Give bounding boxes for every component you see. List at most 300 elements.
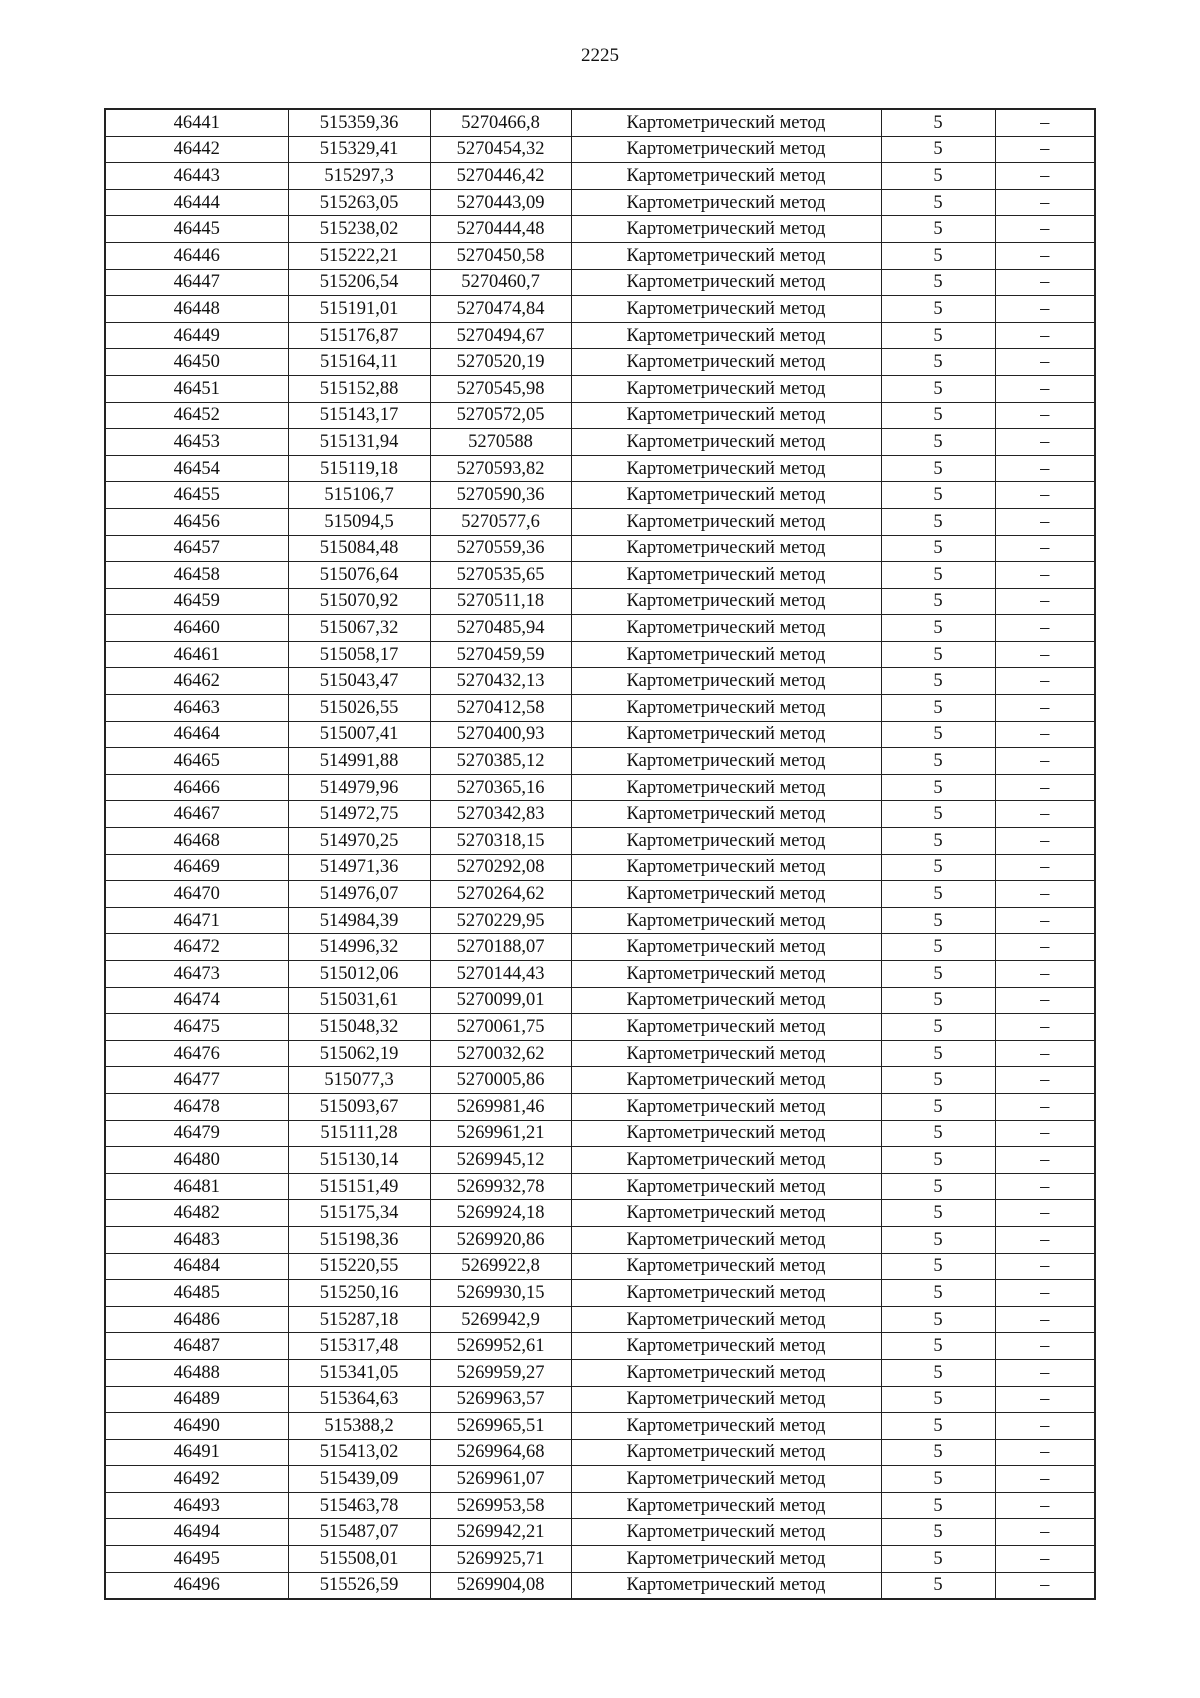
description-cell: – <box>995 1466 1095 1493</box>
method-cell: Картометрический метод <box>571 455 881 482</box>
table-row <box>105 854 1095 881</box>
accuracy-cell: 5 <box>881 375 995 402</box>
point-number-cell: 46489 <box>105 1386 288 1413</box>
point-number-cell: 46470 <box>105 881 288 908</box>
table-row <box>105 163 1095 190</box>
point-number-cell: 46474 <box>105 987 288 1014</box>
description-cell: – <box>995 1226 1095 1253</box>
point-number-cell: 46476 <box>105 1040 288 1067</box>
description-cell: – <box>995 136 1095 163</box>
x-coordinate-cell: 515152,88 <box>288 375 430 402</box>
method-cell: Картометрический метод <box>571 828 881 855</box>
point-number-cell: 46475 <box>105 1014 288 1041</box>
point-number-cell: 46485 <box>105 1280 288 1307</box>
accuracy-cell: 5 <box>881 1492 995 1519</box>
x-coordinate-cell: 515175,34 <box>288 1200 430 1227</box>
description-cell: – <box>995 801 1095 828</box>
table-row <box>105 588 1095 615</box>
table-row <box>105 1413 1095 1440</box>
point-number-cell: 46453 <box>105 429 288 456</box>
table-row <box>105 189 1095 216</box>
method-cell: Картометрический метод <box>571 1093 881 1120</box>
method-cell: Картометрический метод <box>571 1572 881 1599</box>
table-row <box>105 1439 1095 1466</box>
point-number-cell: 46454 <box>105 455 288 482</box>
x-coordinate-cell: 514996,32 <box>288 934 430 961</box>
accuracy-cell: 5 <box>881 562 995 589</box>
method-cell: Картометрический метод <box>571 322 881 349</box>
accuracy-cell: 5 <box>881 1014 995 1041</box>
description-cell: – <box>995 1306 1095 1333</box>
method-cell: Картометрический метод <box>571 1226 881 1253</box>
accuracy-cell: 5 <box>881 1280 995 1307</box>
accuracy-cell: 5 <box>881 987 995 1014</box>
x-coordinate-cell: 515151,49 <box>288 1173 430 1200</box>
table-row <box>105 1280 1095 1307</box>
method-cell: Картометрический метод <box>571 987 881 1014</box>
method-cell: Картометрический метод <box>571 1413 881 1440</box>
method-cell: Картометрический метод <box>571 881 881 908</box>
method-cell: Картометрический метод <box>571 375 881 402</box>
accuracy-cell: 5 <box>881 508 995 535</box>
description-cell: – <box>995 774 1095 801</box>
table-row <box>105 375 1095 402</box>
y-coordinate-cell: 5269924,18 <box>430 1200 571 1227</box>
method-cell: Картометрический метод <box>571 1439 881 1466</box>
y-coordinate-cell: 5270545,98 <box>430 375 571 402</box>
y-coordinate-cell: 5270385,12 <box>430 748 571 775</box>
table-row <box>105 242 1095 269</box>
x-coordinate-cell: 515413,02 <box>288 1439 430 1466</box>
method-cell: Картометрический метод <box>571 1466 881 1493</box>
method-cell: Картометрический метод <box>571 774 881 801</box>
point-number-cell: 46496 <box>105 1572 288 1599</box>
accuracy-cell: 5 <box>881 801 995 828</box>
table-row <box>105 349 1095 376</box>
accuracy-cell: 5 <box>881 1306 995 1333</box>
method-cell: Картометрический метод <box>571 907 881 934</box>
x-coordinate-cell: 514976,07 <box>288 881 430 908</box>
table-row <box>105 774 1095 801</box>
method-cell: Картометрический метод <box>571 721 881 748</box>
method-cell: Картометрический метод <box>571 1306 881 1333</box>
table-row <box>105 429 1095 456</box>
x-coordinate-cell: 515508,01 <box>288 1546 430 1573</box>
table-row <box>105 721 1095 748</box>
description-cell: – <box>995 1200 1095 1227</box>
x-coordinate-cell: 515238,02 <box>288 216 430 243</box>
table-row <box>105 1200 1095 1227</box>
table-row <box>105 987 1095 1014</box>
description-cell: – <box>995 508 1095 535</box>
x-coordinate-cell: 515198,36 <box>288 1226 430 1253</box>
point-number-cell: 46478 <box>105 1093 288 1120</box>
description-cell: – <box>995 1147 1095 1174</box>
description-cell: – <box>995 1173 1095 1200</box>
point-number-cell: 46494 <box>105 1519 288 1546</box>
method-cell: Картометрический метод <box>571 641 881 668</box>
accuracy-cell: 5 <box>881 1386 995 1413</box>
y-coordinate-cell: 5270520,19 <box>430 349 571 376</box>
method-cell: Картометрический метод <box>571 216 881 243</box>
y-coordinate-cell: 5270572,05 <box>430 402 571 429</box>
x-coordinate-cell: 515164,11 <box>288 349 430 376</box>
point-number-cell: 46482 <box>105 1200 288 1227</box>
y-coordinate-cell: 5269925,71 <box>430 1546 571 1573</box>
y-coordinate-cell: 5269961,07 <box>430 1466 571 1493</box>
y-coordinate-cell: 5269961,21 <box>430 1120 571 1147</box>
page-number: 2225 <box>581 45 619 66</box>
y-coordinate-cell: 5270443,09 <box>430 189 571 216</box>
accuracy-cell: 5 <box>881 1413 995 1440</box>
accuracy-cell: 5 <box>881 136 995 163</box>
table-row <box>105 1572 1095 1599</box>
y-coordinate-cell: 5270466,8 <box>430 109 571 136</box>
method-cell: Картометрический метод <box>571 934 881 961</box>
y-coordinate-cell: 5270460,7 <box>430 269 571 296</box>
x-coordinate-cell: 514970,25 <box>288 828 430 855</box>
method-cell: Картометрический метод <box>571 1067 881 1094</box>
y-coordinate-cell: 5269930,15 <box>430 1280 571 1307</box>
x-coordinate-cell: 515048,32 <box>288 1014 430 1041</box>
accuracy-cell: 5 <box>881 242 995 269</box>
description-cell: – <box>995 1439 1095 1466</box>
point-number-cell: 46472 <box>105 934 288 961</box>
x-coordinate-cell: 514984,39 <box>288 907 430 934</box>
point-number-cell: 46479 <box>105 1120 288 1147</box>
table-row <box>105 1067 1095 1094</box>
x-coordinate-cell: 515176,87 <box>288 322 430 349</box>
y-coordinate-cell: 5270474,84 <box>430 296 571 323</box>
description-cell: – <box>995 854 1095 881</box>
description-cell: – <box>995 296 1095 323</box>
accuracy-cell: 5 <box>881 615 995 642</box>
table-row <box>105 828 1095 855</box>
description-cell: – <box>995 482 1095 509</box>
method-cell: Картометрический метод <box>571 349 881 376</box>
point-number-cell: 46488 <box>105 1359 288 1386</box>
point-number-cell: 46473 <box>105 961 288 988</box>
description-cell: – <box>995 375 1095 402</box>
description-cell: – <box>995 641 1095 668</box>
y-coordinate-cell: 5269981,46 <box>430 1093 571 1120</box>
point-number-cell: 46471 <box>105 907 288 934</box>
y-coordinate-cell: 5269904,08 <box>430 1572 571 1599</box>
description-cell: – <box>995 907 1095 934</box>
description-cell: – <box>995 668 1095 695</box>
method-cell: Картометрический метод <box>571 296 881 323</box>
x-coordinate-cell: 515463,78 <box>288 1492 430 1519</box>
point-number-cell: 46460 <box>105 615 288 642</box>
method-cell: Картометрический метод <box>571 615 881 642</box>
description-cell: – <box>995 189 1095 216</box>
accuracy-cell: 5 <box>881 748 995 775</box>
x-coordinate-cell: 515439,09 <box>288 1466 430 1493</box>
accuracy-cell: 5 <box>881 1253 995 1280</box>
description-cell: – <box>995 429 1095 456</box>
method-cell: Картометрический метод <box>571 1546 881 1573</box>
point-number-cell: 46458 <box>105 562 288 589</box>
point-number-cell: 46443 <box>105 163 288 190</box>
description-cell: – <box>995 1333 1095 1360</box>
method-cell: Картометрический метод <box>571 801 881 828</box>
point-number-cell: 46491 <box>105 1439 288 1466</box>
accuracy-cell: 5 <box>881 1439 995 1466</box>
point-number-cell: 46459 <box>105 588 288 615</box>
table-row <box>105 881 1095 908</box>
method-cell: Картометрический метод <box>571 136 881 163</box>
y-coordinate-cell: 5270450,58 <box>430 242 571 269</box>
x-coordinate-cell: 515131,94 <box>288 429 430 456</box>
x-coordinate-cell: 515012,06 <box>288 961 430 988</box>
point-number-cell: 46490 <box>105 1413 288 1440</box>
description-cell: – <box>995 1067 1095 1094</box>
x-coordinate-cell: 515220,55 <box>288 1253 430 1280</box>
x-coordinate-cell: 515388,2 <box>288 1413 430 1440</box>
y-coordinate-cell: 5270454,32 <box>430 136 571 163</box>
method-cell: Картометрический метод <box>571 189 881 216</box>
accuracy-cell: 5 <box>881 1466 995 1493</box>
point-number-cell: 46446 <box>105 242 288 269</box>
point-number-cell: 46444 <box>105 189 288 216</box>
table-row <box>105 748 1095 775</box>
point-number-cell: 46484 <box>105 1253 288 1280</box>
point-number-cell: 46448 <box>105 296 288 323</box>
method-cell: Картометрический метод <box>571 163 881 190</box>
point-number-cell: 46456 <box>105 508 288 535</box>
accuracy-cell: 5 <box>881 1067 995 1094</box>
y-coordinate-cell: 5270400,93 <box>430 721 571 748</box>
accuracy-cell: 5 <box>881 455 995 482</box>
accuracy-cell: 5 <box>881 1040 995 1067</box>
x-coordinate-cell: 515341,05 <box>288 1359 430 1386</box>
method-cell: Картометрический метод <box>571 695 881 722</box>
table-row <box>105 907 1095 934</box>
method-cell: Картометрический метод <box>571 588 881 615</box>
method-cell: Картометрический метод <box>571 1173 881 1200</box>
method-cell: Картометрический метод <box>571 1147 881 1174</box>
accuracy-cell: 5 <box>881 402 995 429</box>
point-number-cell: 46442 <box>105 136 288 163</box>
accuracy-cell: 5 <box>881 774 995 801</box>
method-cell: Картометрический метод <box>571 961 881 988</box>
accuracy-cell: 5 <box>881 881 995 908</box>
point-number-cell: 46480 <box>105 1147 288 1174</box>
point-number-cell: 46469 <box>105 854 288 881</box>
method-cell: Картометрический метод <box>571 242 881 269</box>
accuracy-cell: 5 <box>881 1359 995 1386</box>
description-cell: – <box>995 242 1095 269</box>
method-cell: Картометрический метод <box>571 109 881 136</box>
y-coordinate-cell: 5269964,68 <box>430 1439 571 1466</box>
table-row <box>105 1147 1095 1174</box>
point-number-cell: 46464 <box>105 721 288 748</box>
method-cell: Картометрический метод <box>571 1519 881 1546</box>
y-coordinate-cell: 5269965,51 <box>430 1413 571 1440</box>
accuracy-cell: 5 <box>881 109 995 136</box>
table-row <box>105 1226 1095 1253</box>
description-cell: – <box>995 535 1095 562</box>
method-cell: Картометрический метод <box>571 1280 881 1307</box>
table-row <box>105 535 1095 562</box>
description-cell: – <box>995 1572 1095 1599</box>
point-number-cell: 46463 <box>105 695 288 722</box>
table-row <box>105 1492 1095 1519</box>
x-coordinate-cell: 515359,36 <box>288 109 430 136</box>
x-coordinate-cell: 515526,59 <box>288 1572 430 1599</box>
accuracy-cell: 5 <box>881 482 995 509</box>
description-cell: – <box>995 987 1095 1014</box>
description-cell: – <box>995 269 1095 296</box>
point-number-cell: 46450 <box>105 349 288 376</box>
accuracy-cell: 5 <box>881 907 995 934</box>
description-cell: – <box>995 695 1095 722</box>
y-coordinate-cell: 5269945,12 <box>430 1147 571 1174</box>
method-cell: Картометрический метод <box>571 1386 881 1413</box>
y-coordinate-cell: 5270188,07 <box>430 934 571 961</box>
method-cell: Картометрический метод <box>571 1200 881 1227</box>
method-cell: Картометрический метод <box>571 1014 881 1041</box>
x-coordinate-cell: 515067,32 <box>288 615 430 642</box>
description-cell: – <box>995 1093 1095 1120</box>
description-cell: – <box>995 1386 1095 1413</box>
table-row <box>105 455 1095 482</box>
method-cell: Картометрический метод <box>571 1333 881 1360</box>
y-coordinate-cell: 5270365,16 <box>430 774 571 801</box>
point-number-cell: 46447 <box>105 269 288 296</box>
x-coordinate-cell: 515106,7 <box>288 482 430 509</box>
description-cell: – <box>995 455 1095 482</box>
x-coordinate-cell: 515119,18 <box>288 455 430 482</box>
table-row <box>105 695 1095 722</box>
point-number-cell: 46487 <box>105 1333 288 1360</box>
point-number-cell: 46452 <box>105 402 288 429</box>
x-coordinate-cell: 515329,41 <box>288 136 430 163</box>
point-number-cell: 46451 <box>105 375 288 402</box>
y-coordinate-cell: 5270099,01 <box>430 987 571 1014</box>
table-row <box>105 296 1095 323</box>
point-number-cell: 46495 <box>105 1546 288 1573</box>
x-coordinate-cell: 514991,88 <box>288 748 430 775</box>
coordinates-table <box>104 108 1096 1600</box>
accuracy-cell: 5 <box>881 1546 995 1573</box>
x-coordinate-cell: 515031,61 <box>288 987 430 1014</box>
method-cell: Картометрический метод <box>571 269 881 296</box>
accuracy-cell: 5 <box>881 1200 995 1227</box>
y-coordinate-cell: 5270593,82 <box>430 455 571 482</box>
point-number-cell: 46477 <box>105 1067 288 1094</box>
table-row <box>105 1040 1095 1067</box>
description-cell: – <box>995 1359 1095 1386</box>
table-row <box>105 1546 1095 1573</box>
y-coordinate-cell: 5270032,62 <box>430 1040 571 1067</box>
method-cell: Картометрический метод <box>571 748 881 775</box>
y-coordinate-cell: 5270005,86 <box>430 1067 571 1094</box>
accuracy-cell: 5 <box>881 349 995 376</box>
accuracy-cell: 5 <box>881 216 995 243</box>
y-coordinate-cell: 5270229,95 <box>430 907 571 934</box>
y-coordinate-cell: 5270535,65 <box>430 562 571 589</box>
description-cell: – <box>995 1040 1095 1067</box>
description-cell: – <box>995 961 1095 988</box>
x-coordinate-cell: 515222,21 <box>288 242 430 269</box>
point-number-cell: 46455 <box>105 482 288 509</box>
y-coordinate-cell: 5270412,58 <box>430 695 571 722</box>
description-cell: – <box>995 322 1095 349</box>
table-row <box>105 801 1095 828</box>
x-coordinate-cell: 515062,19 <box>288 1040 430 1067</box>
y-coordinate-cell: 5269922,8 <box>430 1253 571 1280</box>
table-row <box>105 402 1095 429</box>
accuracy-cell: 5 <box>881 1147 995 1174</box>
method-cell: Картометрический метод <box>571 508 881 535</box>
description-cell: – <box>995 1120 1095 1147</box>
accuracy-cell: 5 <box>881 296 995 323</box>
point-number-cell: 46492 <box>105 1466 288 1493</box>
accuracy-cell: 5 <box>881 1093 995 1120</box>
x-coordinate-cell: 515130,14 <box>288 1147 430 1174</box>
table-row <box>105 615 1095 642</box>
y-coordinate-cell: 5269953,58 <box>430 1492 571 1519</box>
point-number-cell: 46467 <box>105 801 288 828</box>
accuracy-cell: 5 <box>881 189 995 216</box>
accuracy-cell: 5 <box>881 269 995 296</box>
method-cell: Картометрический метод <box>571 854 881 881</box>
x-coordinate-cell: 515076,64 <box>288 562 430 589</box>
y-coordinate-cell: 5270446,42 <box>430 163 571 190</box>
point-number-cell: 46481 <box>105 1173 288 1200</box>
y-coordinate-cell: 5270144,43 <box>430 961 571 988</box>
y-coordinate-cell: 5269920,86 <box>430 1226 571 1253</box>
accuracy-cell: 5 <box>881 641 995 668</box>
y-coordinate-cell: 5269942,21 <box>430 1519 571 1546</box>
table-row <box>105 322 1095 349</box>
y-coordinate-cell: 5270432,13 <box>430 668 571 695</box>
x-coordinate-cell: 514979,96 <box>288 774 430 801</box>
description-cell: – <box>995 1546 1095 1573</box>
table-row <box>105 1333 1095 1360</box>
point-number-cell: 46441 <box>105 109 288 136</box>
table-row <box>105 934 1095 961</box>
accuracy-cell: 5 <box>881 961 995 988</box>
method-cell: Картометрический метод <box>571 562 881 589</box>
method-cell: Картометрический метод <box>571 402 881 429</box>
coordinates-table-body <box>105 109 1095 1599</box>
method-cell: Картометрический метод <box>571 535 881 562</box>
point-number-cell: 46457 <box>105 535 288 562</box>
x-coordinate-cell: 515206,54 <box>288 269 430 296</box>
accuracy-cell: 5 <box>881 828 995 855</box>
y-coordinate-cell: 5270342,83 <box>430 801 571 828</box>
table-row <box>105 109 1095 136</box>
x-coordinate-cell: 515143,17 <box>288 402 430 429</box>
x-coordinate-cell: 515250,16 <box>288 1280 430 1307</box>
description-cell: – <box>995 934 1095 961</box>
point-number-cell: 46465 <box>105 748 288 775</box>
table-row <box>105 562 1095 589</box>
x-coordinate-cell: 515191,01 <box>288 296 430 323</box>
method-cell: Картометрический метод <box>571 1040 881 1067</box>
y-coordinate-cell: 5270485,94 <box>430 615 571 642</box>
table-row <box>105 1093 1095 1120</box>
x-coordinate-cell: 515043,47 <box>288 668 430 695</box>
accuracy-cell: 5 <box>881 668 995 695</box>
x-coordinate-cell: 514972,75 <box>288 801 430 828</box>
table-row <box>105 216 1095 243</box>
x-coordinate-cell: 515026,55 <box>288 695 430 722</box>
description-cell: – <box>995 216 1095 243</box>
x-coordinate-cell: 515263,05 <box>288 189 430 216</box>
